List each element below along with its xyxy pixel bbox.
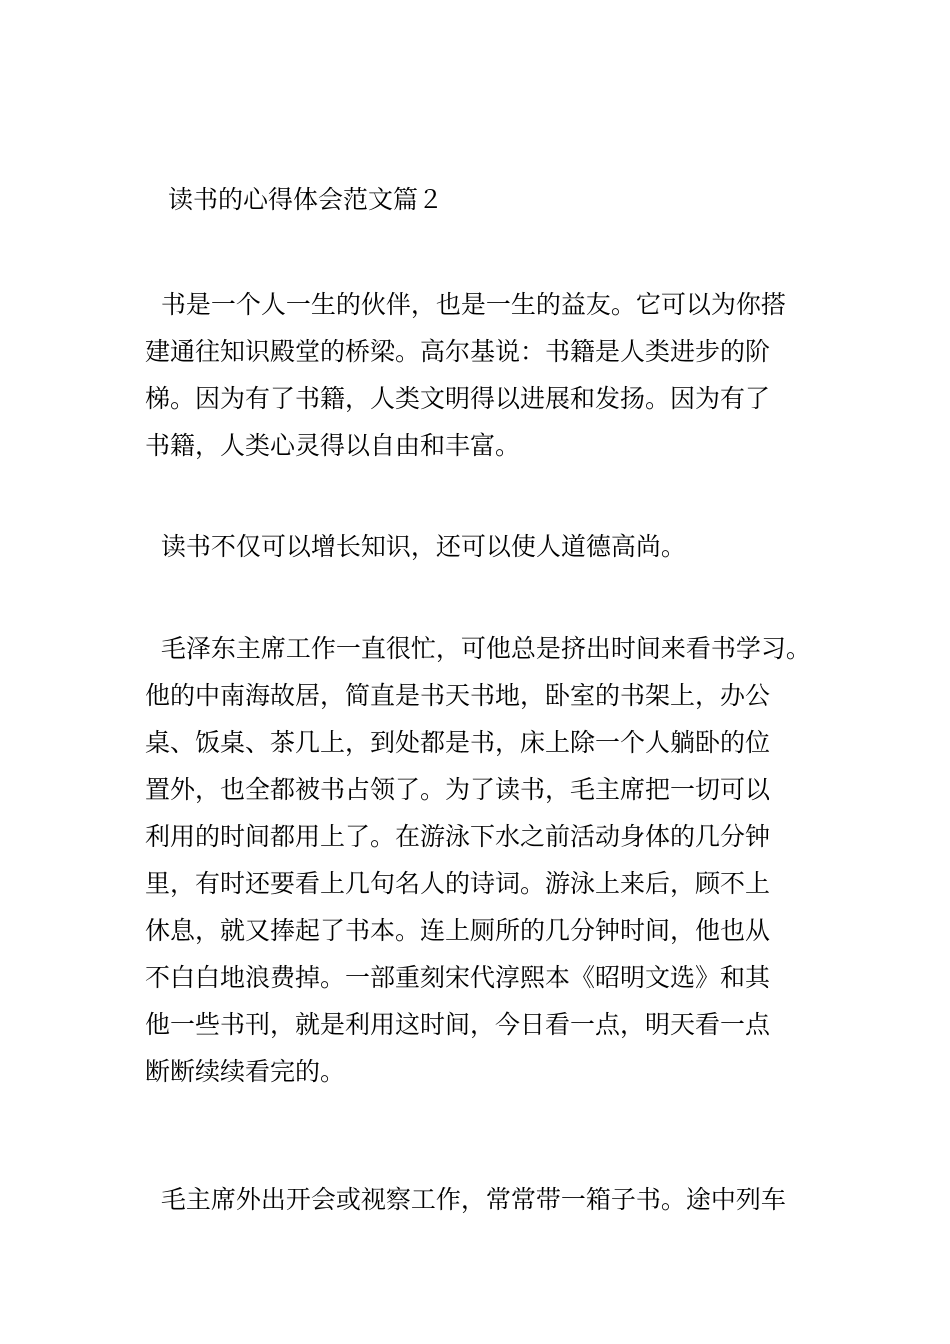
text-line: 桌、饭桌、茶几上，到处都是书，床上除一个人躺卧的位 — [145, 728, 771, 757]
paragraph-2 — [145, 523, 686, 570]
paragraph-3 — [145, 625, 811, 1095]
text-line: 里，有时还要看上几句名人的诗词。游泳上来后，顾不上 — [145, 869, 771, 898]
text-line: 断断续续看完的。 — [145, 1057, 346, 1086]
section-heading: 读书的心得体会范文篇２ — [168, 185, 444, 214]
text-line: 不白白地浪费掉。一部重刻宋代淳熙本《昭明文选》和其 — [145, 963, 771, 992]
text-line: 读书不仅可以增长知识，还可以使人道德高尚。 — [145, 532, 686, 561]
text-line: 置外，也全都被书占领了。为了读书，毛主席把一切可以 — [145, 775, 771, 804]
text-line: 建通往知识殿堂的桥梁。高尔基说：书籍是人类进步的阶 — [145, 337, 771, 366]
text-line: 梯。因为有了书籍，人类文明得以进展和发扬。因为有了 — [145, 384, 771, 413]
text-line: 书籍，人类心灵得以自由和丰富。 — [145, 431, 521, 460]
text-line: 书是一个人一生的伙伴，也是一生的益友。它可以为你搭 — [145, 290, 786, 319]
text-line: 他一些书刊，就是利用这时间，今日看一点，明天看一点 — [145, 1010, 771, 1039]
text-line: 毛主席外出开会或视察工作，常常带一箱子书。途中列车 — [145, 1185, 786, 1214]
text-line: 他的中南海故居，简直是书天书地，卧室的书架上，办公 — [145, 681, 771, 710]
paragraph-4 — [145, 1176, 786, 1223]
paragraph-1 — [145, 281, 786, 469]
text-line: 毛泽东主席工作一直很忙，可他总是挤出时间来看书学习。 — [145, 634, 811, 663]
text-line: 利用的时间都用上了。在游泳下水之前活动身体的几分钟 — [145, 822, 771, 851]
text-line: 休息，就又捧起了书本。连上厕所的几分钟时间，他也从 — [145, 916, 771, 945]
